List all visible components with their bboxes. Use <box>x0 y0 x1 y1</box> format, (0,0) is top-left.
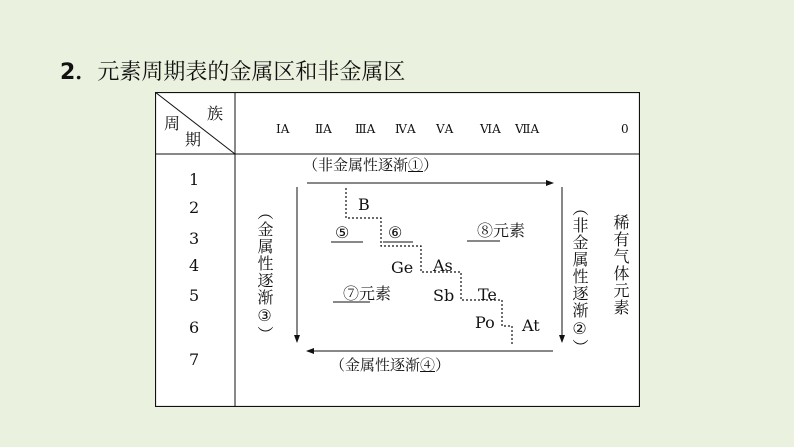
element-as: As <box>433 256 453 275</box>
period-label: 2 <box>189 198 200 217</box>
blank-5: ⑤ <box>335 223 350 242</box>
group-header: ⅢA <box>355 122 376 136</box>
blank-3: ③ <box>255 306 274 326</box>
element-po: Po <box>475 313 495 332</box>
blank-7: ⑦ <box>343 284 360 303</box>
group-header: ⅦA <box>515 122 540 136</box>
left-vertical-label: （金属性逐渐③） <box>255 204 274 343</box>
bottom-arrow-label: （金属性逐渐④） <box>330 356 451 374</box>
element-7-label: ⑦元素 <box>343 284 392 303</box>
top-arrow-label: （非金属性逐渐①） <box>303 156 439 174</box>
period-label: 5 <box>189 286 200 305</box>
group-header: ⅠA <box>276 122 290 136</box>
group-header: ⅤA <box>436 122 454 136</box>
blank-8: ⑧ <box>477 221 494 240</box>
group-header: ⅡA <box>315 122 332 136</box>
corner-period-label-1: 周 <box>164 114 181 133</box>
period-label: 6 <box>189 318 200 337</box>
corner-group-label: 族 <box>207 104 224 123</box>
blank-1: ① <box>408 156 424 174</box>
element-sb: Sb <box>433 286 455 305</box>
element-b: B <box>358 195 370 214</box>
period-label: 7 <box>189 350 200 369</box>
right-vertical-label: （非金属性逐渐②） <box>570 200 589 356</box>
periodic-table-figure <box>155 92 640 407</box>
period-label: 4 <box>189 256 200 275</box>
blank-6: ⑥ <box>388 223 403 242</box>
group-header: 0 <box>621 122 629 136</box>
blank-4: ④ <box>420 356 436 374</box>
blank-2: ② <box>570 319 589 339</box>
element-te: Te <box>478 285 497 304</box>
element-ge: Ge <box>391 258 414 277</box>
section-heading <box>60 55 405 86</box>
element-at: At <box>522 316 540 335</box>
noble-gas-label: 稀有气体元素 <box>611 214 630 316</box>
period-label: 1 <box>189 170 200 189</box>
corner-period-label-2: 期 <box>185 130 202 149</box>
period-label: 3 <box>189 229 200 248</box>
section-title: 元素周期表的金属区和非金属区 <box>97 60 406 85</box>
element-8-label: ⑧元素 <box>477 221 526 240</box>
section-number: 2． <box>60 60 98 85</box>
group-header: ⅣA <box>395 122 416 136</box>
group-header: ⅥA <box>480 122 501 136</box>
